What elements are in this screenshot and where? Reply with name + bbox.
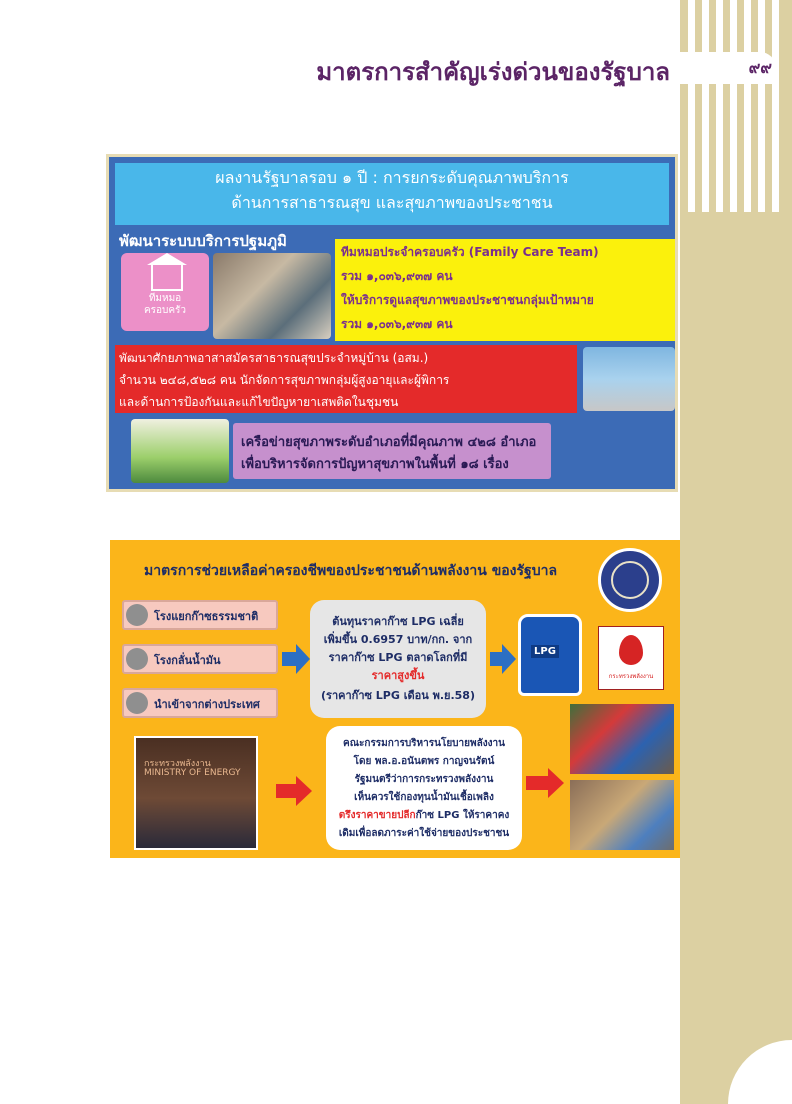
family-care-logo: [121, 253, 209, 331]
ministry-logo: [598, 626, 664, 690]
minister-sign: กระทรวงพลังงาน: [144, 759, 211, 769]
lpg-cost-box: [310, 600, 486, 718]
committee-line1: คณะกรรมการบริหารนโยบายพลังงาน: [343, 738, 505, 749]
health-infographic: [106, 154, 678, 492]
committee-line5: [326, 808, 522, 823]
network-line2: เพื่อบริหารจัดการปัญหาสุขภาพในพื้นที่ ๑๘ เรื่อง: [241, 457, 509, 472]
network-line1: เครือข่ายสุขภาพระดับอำเภอที่มีคุณภาพ ๔๒๘ อำเภอ: [241, 435, 537, 450]
arrow-head: [296, 776, 312, 806]
government-seal-icon: [598, 548, 662, 612]
source-import: [122, 688, 278, 718]
logo-text: [121, 293, 209, 317]
logo-text-line1: ทีมหมอ: [148, 293, 182, 304]
family-care-line4: รวม ๑,๐๓๖,๙๓๗ คน: [341, 317, 453, 331]
minister-sign-en: MINISTRY OF ENERGY: [144, 768, 241, 778]
family-care-line1: ทีมหมอประจำครอบครัว (Family Care Team): [341, 245, 599, 259]
energy-infographic: [110, 540, 680, 858]
house-icon: [147, 253, 187, 265]
minister-photo: [134, 736, 258, 850]
cost-line5: (ราคาก๊าซ LPG เดือน พ.ย.58): [321, 689, 475, 702]
committee-line4: เห็นควรใช้กองทุนน้ำมันเชื้อเพลิง: [354, 792, 494, 803]
health-title-line2: ด้านการสาธารณสุข และสุขภาพของประชาชน: [231, 193, 553, 212]
arrow-head: [502, 644, 516, 674]
committee-box: [326, 726, 522, 850]
vhv-box: [115, 345, 577, 413]
network-box: [233, 423, 551, 479]
source-label: นำเข้าจากต่างประเทศ: [154, 698, 260, 711]
family-care-photo: [213, 253, 331, 339]
house-body: [151, 265, 183, 291]
source-label: โรงกลั่นน้ำมัน: [154, 654, 221, 667]
primary-care-label: พัฒนาระบบบริการปฐมภูมิ: [119, 232, 287, 250]
arrow-head: [548, 768, 564, 798]
network-illustration: [131, 419, 229, 483]
lpg-delivery-photo: [570, 780, 674, 850]
gas-plant-icon: [126, 604, 148, 626]
cost-line1: ต้นทุนราคาก๊าซ LPG เฉลี่ย: [332, 615, 464, 628]
vhv-group-photo: [583, 347, 675, 411]
arrow-right-icon: [282, 652, 296, 666]
family-care-line2: รวม ๑,๐๓๖,๙๓๗ คน: [341, 269, 453, 283]
cost-line2: เพิ่มขึ้น 0.6957 บาท/กก. จาก: [323, 633, 473, 646]
arrow-head: [296, 644, 310, 674]
flame-icon: [619, 635, 643, 665]
cost-line3: ราคาก๊าซ LPG ตลาดโลกที่มี: [328, 651, 468, 664]
arrow-right-icon: [276, 784, 296, 798]
lpg-tank-icon: [518, 614, 582, 696]
committee-line5-rest: ก๊าซ LPG ให้ราคาคง: [415, 810, 510, 821]
refinery-icon: [126, 648, 148, 670]
committee-line5-red: ตรึงราคาขายปลีก: [338, 810, 416, 821]
vhv-line1: พัฒนาศักยภาพอาสาสมัครสาธารณสุขประจำหมู่บ้าน (อสม.): [119, 351, 429, 365]
health-infographic-title: [115, 165, 669, 215]
arrow-right-icon: [490, 652, 502, 666]
arrow-right-icon: [526, 776, 548, 790]
family-care-team-box: [335, 239, 675, 341]
source-label: โรงแยกก๊าซธรรมชาติ: [154, 610, 259, 623]
source-gas-plant: [122, 600, 278, 630]
family-care-line3: ให้บริการดูแลสุขภาพของประชาชนกลุ่มเป้าหมาย: [341, 293, 594, 307]
lpg-shop-photo: [570, 704, 674, 774]
health-title-line1: ผลงานรัฐบาลรอบ ๑ ปี : การยกระดับคุณภาพบริการ: [215, 168, 569, 187]
side-stripes: [680, 0, 792, 212]
page-number: ๙๙: [748, 58, 772, 77]
ship-icon: [126, 692, 148, 714]
committee-line2: โดย พล.อ.อนันตพร กาญจนรัตน์: [353, 756, 495, 767]
cost-line4: ราคาสูงขึ้น: [371, 669, 425, 682]
vhv-line3: และด้านการป้องกันและแก้ไขปัญหายาเสพติดในชุมชน: [119, 395, 399, 409]
committee-line6: เดิมเพื่อลดภาระค่าใช้จ่ายของประชาชน: [338, 828, 510, 839]
logo-text-line2: ครอบครัว: [143, 305, 187, 316]
energy-infographic-title: มาตรการช่วยเหลือค่าครองชีพของประชาชนด้านพลังงาน ของรัฐบาล: [144, 563, 558, 579]
vhv-line2: จำนวน ๒๔๘,๕๒๘ คน นักจัดการสุขภาพกลุ่มผู้สูงอายุและผู้พิการ: [119, 373, 450, 387]
ministry-logo-text: กระทรวงพลังงาน: [608, 673, 654, 680]
page-title: มาตรการสำคัญเร่งด่วนของรัฐบาล: [316, 58, 670, 86]
source-refinery: [122, 644, 278, 674]
tank-label: LPG: [531, 645, 559, 658]
committee-line3: รัฐมนตรีว่าการกระทรวงพลังงาน: [354, 774, 494, 785]
